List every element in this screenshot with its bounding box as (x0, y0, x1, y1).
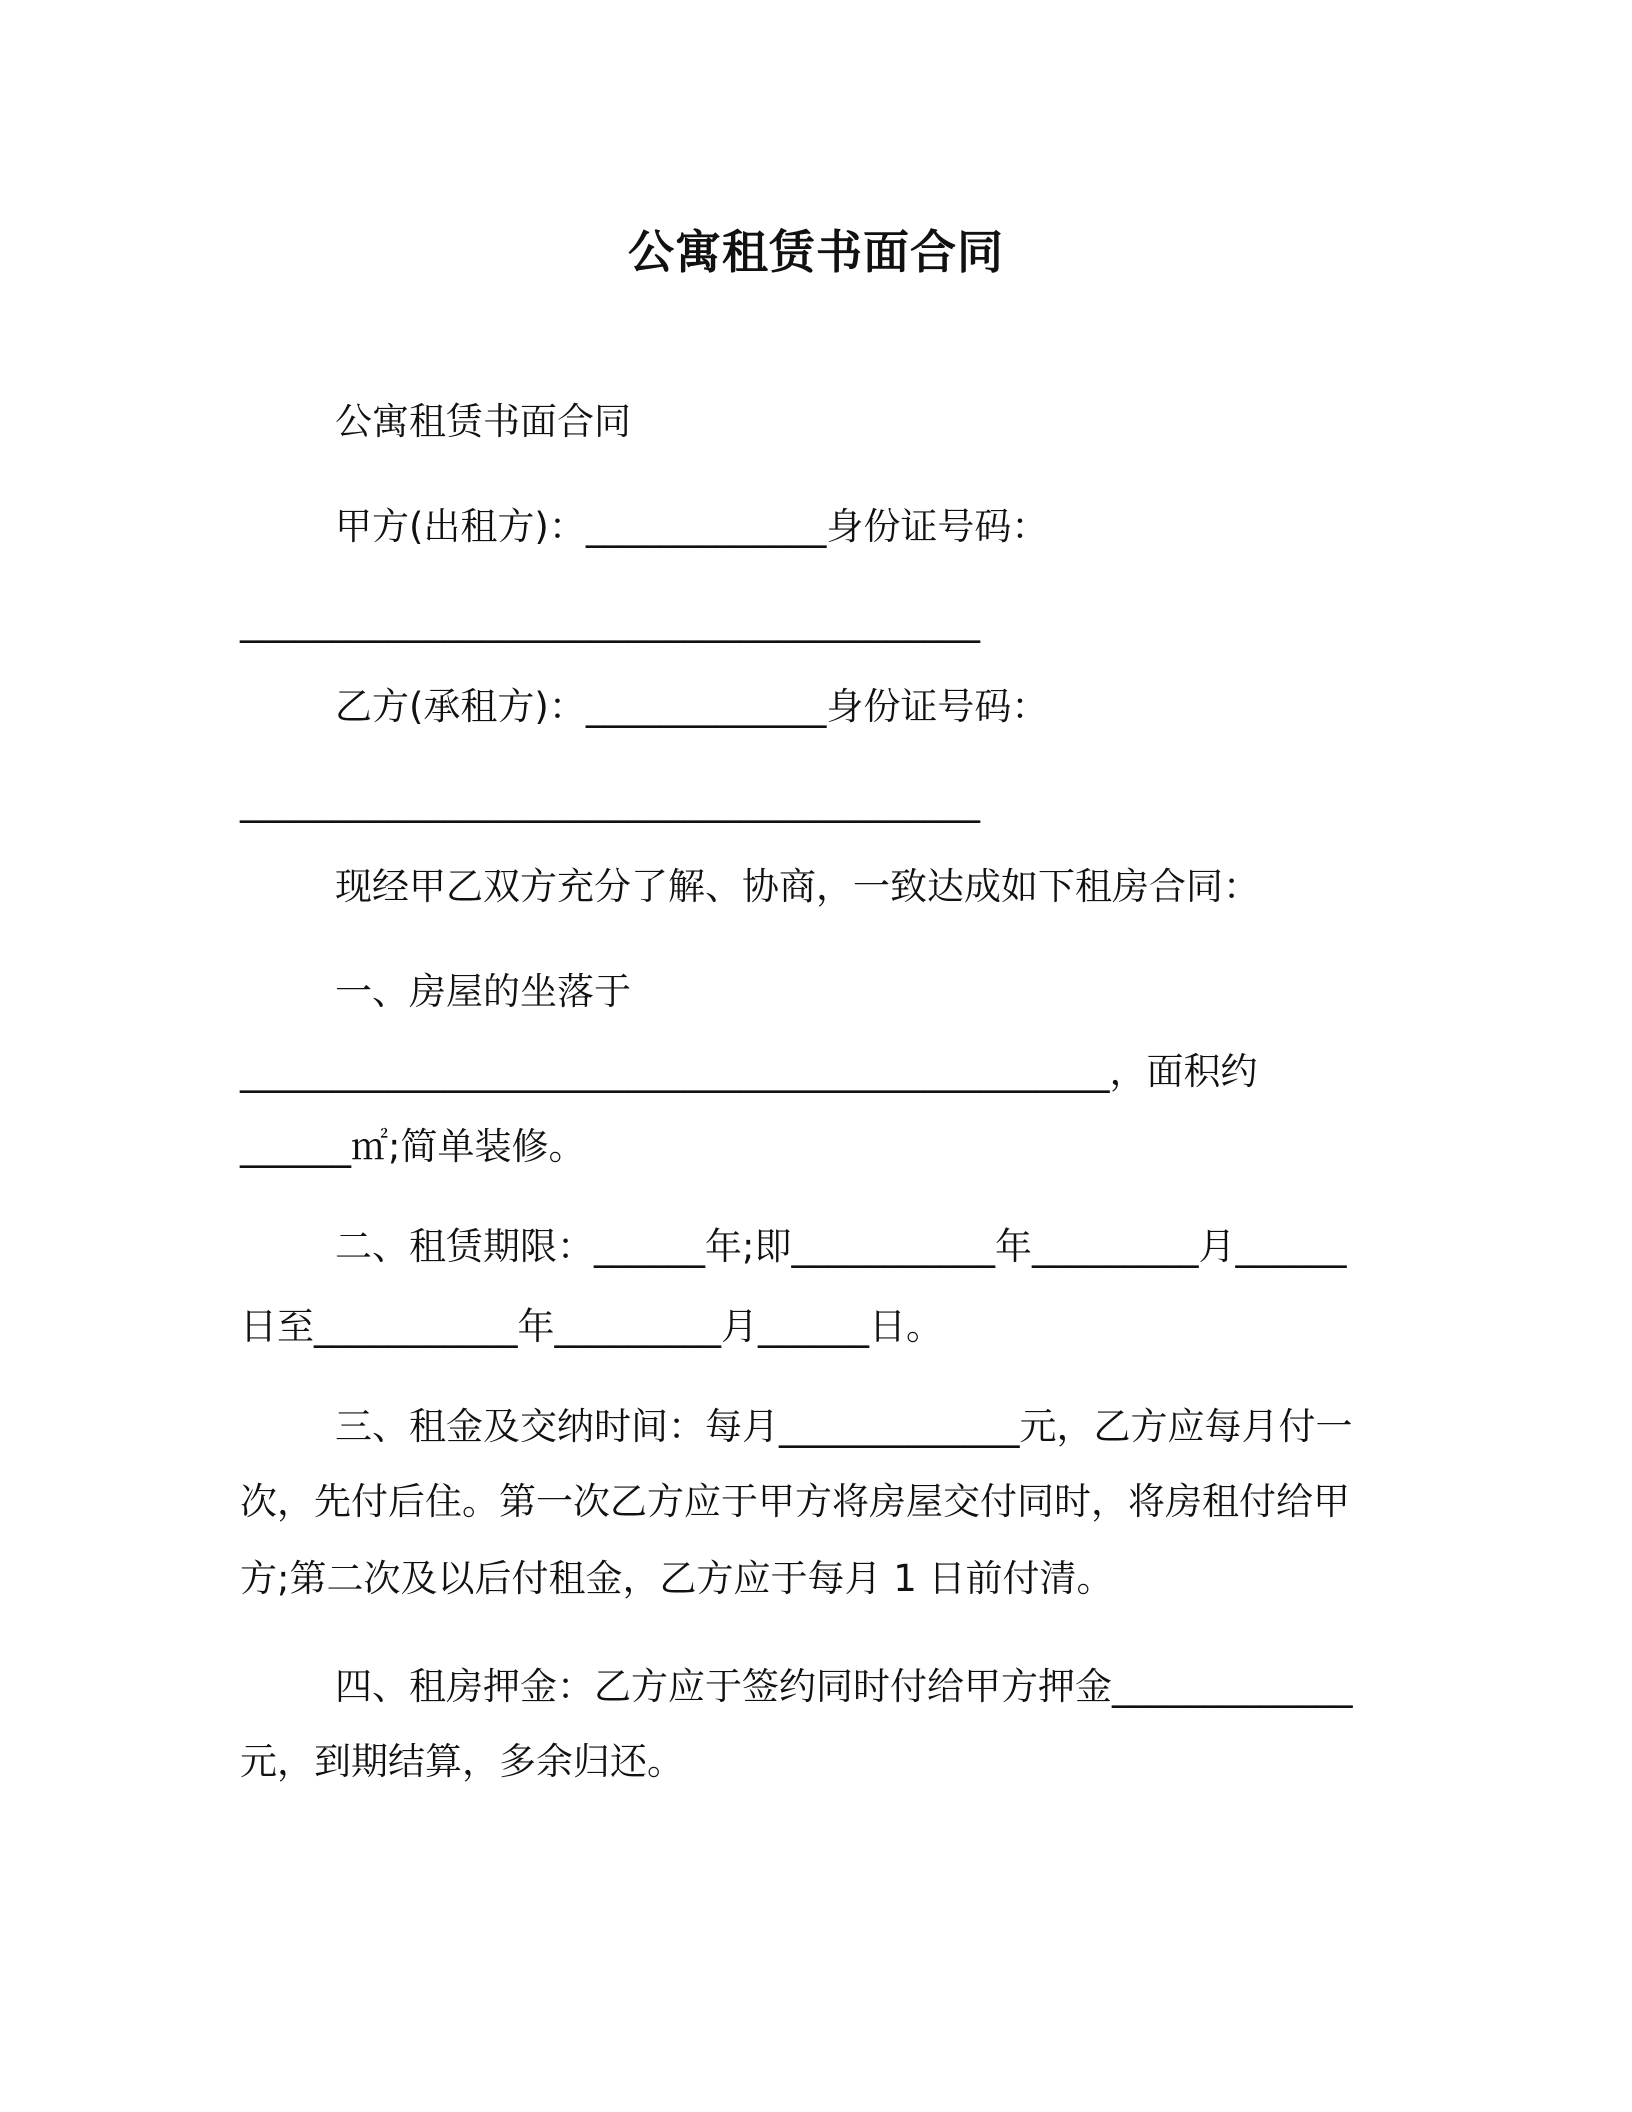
clause-3-line-1: 三、租金及交纳时间：每月_____________元，乙方应每月付一 (335, 1405, 1353, 1448)
party-a-line: 甲方(出租方)：_____________身份证号码： (335, 505, 1049, 548)
clause-4-line-1: 四、租房押金：乙方应于签约同时付给甲方押金_____________ (335, 1665, 1353, 1708)
document-title: 公寓租赁书面合同 (628, 225, 1004, 279)
clause-2-line-1: 二、租赁期限：______年;即___________年_________月______ (335, 1225, 1347, 1268)
clause-1-area: ______㎡;简单装修。 (240, 1125, 586, 1168)
clause-4-line-2: 元，到期结算，多余归还。 (240, 1740, 684, 1783)
subtitle-line: 公寓租赁书面合同 (335, 400, 631, 443)
clause-3-line-2: 次，先付后住。第一次乙方应于甲方将房屋交付同时，将房租付给甲 (240, 1480, 1350, 1523)
party-b-line: 乙方(承租方)：_____________身份证号码： (335, 685, 1049, 728)
clause-3-line-3: 方;第二次及以后付租金，乙方应于每月 1 日前付清。 (240, 1557, 1114, 1600)
clause-1-address: _______________________________________________，面积约 (240, 1050, 1258, 1093)
agreement-intro: 现经甲乙双方充分了解、协商，一致达成如下租房合同： (335, 865, 1260, 908)
clause-1-heading: 一、房屋的坐落于 (335, 970, 631, 1013)
party-a-id-blank: ________________________________________ (240, 600, 980, 643)
clause-2-line-2: 日至___________年_________月______日。 (240, 1305, 943, 1348)
party-b-id-blank: ________________________________________ (240, 780, 980, 823)
